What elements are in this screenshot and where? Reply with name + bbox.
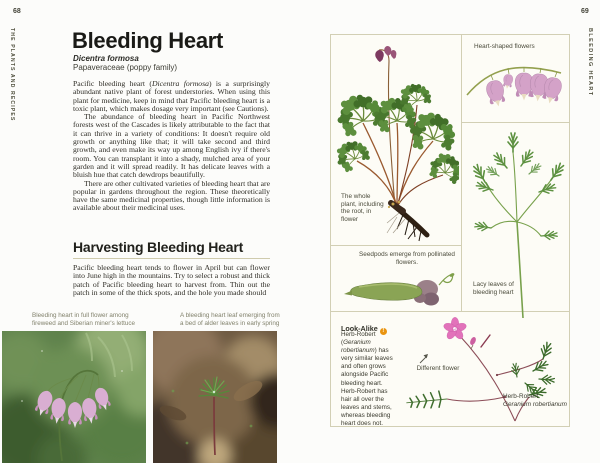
panel-divider-vertical (461, 35, 462, 311)
figure-panel (330, 34, 570, 427)
lacy-leaves-label: Lacy leaves of bleeding heart (473, 281, 514, 296)
latin-inline: Dicentra formosa (151, 80, 209, 88)
page-title: Bleeding Heart (72, 28, 224, 53)
right-page-number: 69 (581, 8, 589, 15)
photo-flowers-illustration (2, 331, 146, 463)
photo-caption: A bleeding heart leaf emerging from a bed of alder leaves in early spring (180, 312, 280, 327)
heart-flowers-illustration (463, 47, 567, 121)
whole-plant-label: The whole plant, including the root, in flower (341, 193, 384, 224)
photo-caption: Bleeding heart in full flower among fireweed and Siberian miner's lettuce (32, 312, 136, 327)
left-margin-tab: THE PLANTS AND RECIPES (9, 28, 15, 122)
panel-divider-right (461, 122, 569, 123)
paragraph: Pacific bleeding heart (Dicentra formosa) is a surprisingly abundant native plant of forest understories. When using this plant for medicine, keep in mind that Pacific bleeding heart is a toxic plant, which makes dosage very important (see Cautions). (73, 80, 270, 113)
paragraph: The abundance of bleeding heart in Pacific Northwest forests west of the Cascades is likely attributable to the fact that it can thrive in a variety of conditions: It doesn't require old growth or anything like that; it will take second and third growth, and even make its way up among English ivy if there's room. You can transplant it into a shady, mulched area of your garden and it will spread readily. It has delicate leaves with a bluish hue that catch dewdrops beautifully. (73, 112, 270, 180)
left-page-number: 68 (13, 8, 21, 15)
different-flower-label: Different flower (416, 365, 460, 372)
latin-inline: Geranium robertianum (341, 339, 375, 355)
intro-paragraphs (73, 80, 270, 240)
section-rule (73, 258, 270, 259)
look-alike-body: Herb-Robert (Geranium robertianum) has very similar leaves and often grows alongside Pacific bleeding heart. Herb-Robert has hair all over the leaves and stems, whereas bleeding heart does not. (341, 331, 393, 428)
harvesting-paragraph: Pacific bleeding heart tends to flower in April but can flower into June high in the mountains. Try to select a robust and thick patch of Pacific bleeding heart to harvest from. Thin out the patch in some of the thick spots, and the hole you made should (73, 263, 270, 297)
warning-icon: ! (380, 328, 387, 335)
photo-seedling-illustration (153, 331, 277, 463)
species-latin: Geranium robertianum (503, 401, 567, 408)
species-name: Herb-Robert (503, 393, 539, 400)
plant-family: Papaveraceae (poppy family) (73, 63, 178, 72)
paragraph: There are other cultivated varieties of bleeding heart that are popular in gardens throughout the region. These theoretically have the same medicinal properties, though little information is available about their medicinal uses. (73, 178, 270, 213)
right-margin-tab: BLEEDING HEART (587, 28, 593, 97)
section-heading: Harvesting Bleeding Heart (73, 239, 244, 255)
seedpods-label: Seedpods emerge from pollinated flowers. (359, 251, 455, 266)
photo-bleeding-heart-flowers (2, 331, 146, 463)
herb-robert-label (503, 393, 567, 409)
panel-divider-left (331, 245, 461, 246)
right-page (300, 0, 600, 463)
different-flower-arrow (420, 354, 428, 363)
look-alike-heading: Look-Alike (341, 324, 378, 333)
photo-bleeding-heart-seedling (153, 331, 277, 463)
latin-name: Dicentra formosa (73, 54, 139, 63)
heart-flowers-label: Heart-shaped flowers (474, 43, 535, 50)
seedpod-illustration (339, 263, 457, 309)
